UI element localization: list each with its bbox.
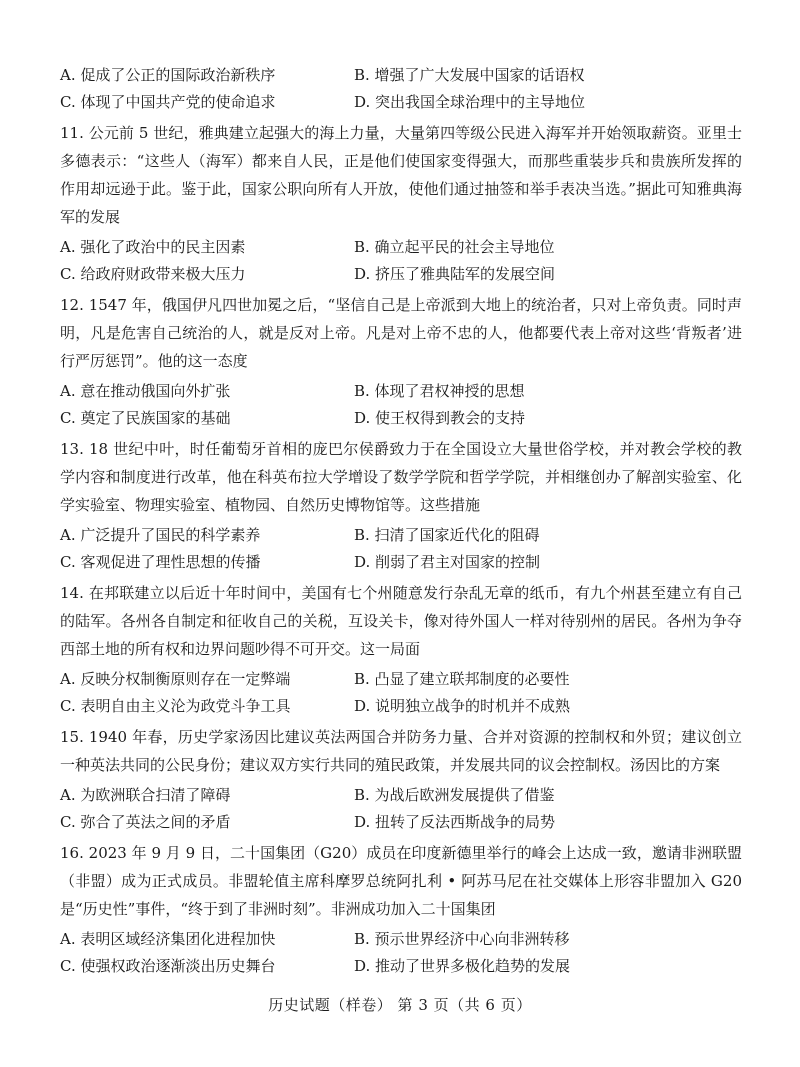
option-row	[60, 261, 742, 288]
option-row	[60, 666, 742, 693]
option-row	[60, 522, 742, 549]
option-d: D. 使王权得到教会的支持	[354, 409, 526, 427]
option-d: D. 扭转了反法西斯战争的局势	[354, 813, 556, 831]
option-d: D. 推动了世界多极化趋势的发展	[354, 957, 571, 975]
question-13	[60, 435, 742, 576]
option-row	[60, 926, 742, 953]
option-a: A. 为欧洲联合扫清了障碍	[60, 786, 231, 804]
option-row	[60, 405, 742, 432]
option-c: C. 客观促进了理性思想的传播	[60, 553, 261, 571]
option-b: B. 增强了广大发展中国家的话语权	[354, 66, 585, 84]
lead-options	[60, 62, 742, 116]
question-stem: 11. 公元前 5 世纪，雅典建立起强大的海上力量，大量第四等级公民进入海军并开始领取薪资。亚里士多德表示：“这些人（海军）都来自人民，正是他们使国家变得强大，而那些重装步兵和贵族所发挥的作用却远逊于此。鉴于此，国家公职向所有人开放，使他们通过抽签和举手表决当选。”据此可知雅典海军的发展	[60, 124, 742, 226]
option-row	[60, 62, 742, 89]
option-row	[60, 89, 742, 116]
option-a: A. 促成了公正的国际政治新秩序	[60, 66, 276, 84]
question-stem: 16. 2023 年 9 月 9 日，二十国集团（G20）成员在印度新德里举行的峰会上达成一致，邀请非洲联盟（非盟）成为正式成员。非盟轮值主席科摩罗总统阿扎利 • 阿苏马尼在社交媒体上形容非盟加入 G20 是“历史性”事件，“终于到了非洲时刻”。非洲成功加入二十国集团	[60, 844, 742, 918]
option-b: B. 体现了君权神授的思想	[354, 382, 525, 400]
option-b: B. 凸显了建立联邦制度的必要性	[354, 670, 570, 688]
question-stem: 14. 在邦联建立以后近十年时间中，美国有七个州随意发行杂乱无章的纸币，有九个州甚至建立有自己的陆军。各州各自制定和征收自己的关税，互设关卡，像对待外国人一样对待别州的居民。各州为争夺西部土地的所有权和边界问题吵得不可开交。这一局面	[60, 584, 742, 658]
option-row	[60, 953, 742, 980]
option-row	[60, 782, 742, 809]
option-a: A. 广泛提升了国民的科学素养	[60, 526, 261, 544]
option-a: A. 强化了政治中的民主因素	[60, 238, 246, 256]
question-16	[60, 839, 742, 980]
option-a: A. 表明区域经济集团化进程加快	[60, 930, 276, 948]
option-a: A. 反映分权制衡原则存在一定弊端	[60, 670, 291, 688]
option-row	[60, 693, 742, 720]
option-b: B. 预示世界经济中心向非洲转移	[354, 930, 570, 948]
option-row	[60, 378, 742, 405]
option-c: C. 奠定了民族国家的基础	[60, 409, 231, 427]
option-b: B. 扫清了国家近代化的阻碍	[354, 526, 540, 544]
option-b: B. 确立起平民的社会主导地位	[354, 238, 555, 256]
question-stem: 15. 1940 年春，历史学家汤因比建议英法两国合并防务力量、合并对资源的控制权和外贸；建议创立一种英法共同的公民身份；建议双方实行共同的殖民政策，并发展共同的议会控制权。汤因比的方案	[60, 728, 742, 774]
option-d: D. 突出我国全球治理中的主导地位	[354, 93, 586, 111]
option-b: B. 为战后欧洲发展提供了借鉴	[354, 786, 555, 804]
option-a: A. 意在推动俄国向外扩张	[60, 382, 231, 400]
option-c: C. 体现了中国共产党的使命追求	[60, 93, 276, 111]
question-12	[60, 291, 742, 432]
question-stem: 12. 1547 年，俄国伊凡四世加冕之后，“坚信自己是上帝派到大地上的统治者，只对上帝负责。同时声明，凡是危害自己统治的人，就是反对上帝。凡是对上帝不忠的人，他都要代表上帝对这些‘背叛者’进行严厉惩罚”。他的这一态度	[60, 296, 742, 370]
option-c: C. 给政府财政带来极大压力	[60, 265, 246, 283]
question-stem: 13. 18 世纪中叶，时任葡萄牙首相的庞巴尔侯爵致力于在全国设立大量世俗学校，并对教会学校的教学内容和制度进行改革，他在科英布拉大学增设了数学学院和哲学学院，并相继创办了解剖实验室、化学实验室、物理实验室、植物园、自然历史博物馆等。这些措施	[60, 440, 742, 514]
question-15	[60, 723, 742, 836]
question-14	[60, 579, 742, 720]
option-d: D. 挤压了雅典陆军的发展空间	[354, 265, 556, 283]
option-d: D. 说明独立战争的时机并不成熟	[354, 697, 571, 715]
option-row	[60, 234, 742, 261]
option-c: C. 弥合了英法之间的矛盾	[60, 813, 231, 831]
page-footer: 历史试题（样卷） 第 3 页（共 6 页）	[268, 996, 532, 1014]
option-row	[60, 809, 742, 836]
question-11	[60, 119, 742, 288]
option-c: C. 使强权政治逐渐淡出历史舞台	[60, 957, 276, 975]
option-d: D. 削弱了君主对国家的控制	[354, 553, 541, 571]
option-row	[60, 549, 742, 576]
option-c: C. 表明自由主义沦为政党斗争工具	[60, 697, 291, 715]
